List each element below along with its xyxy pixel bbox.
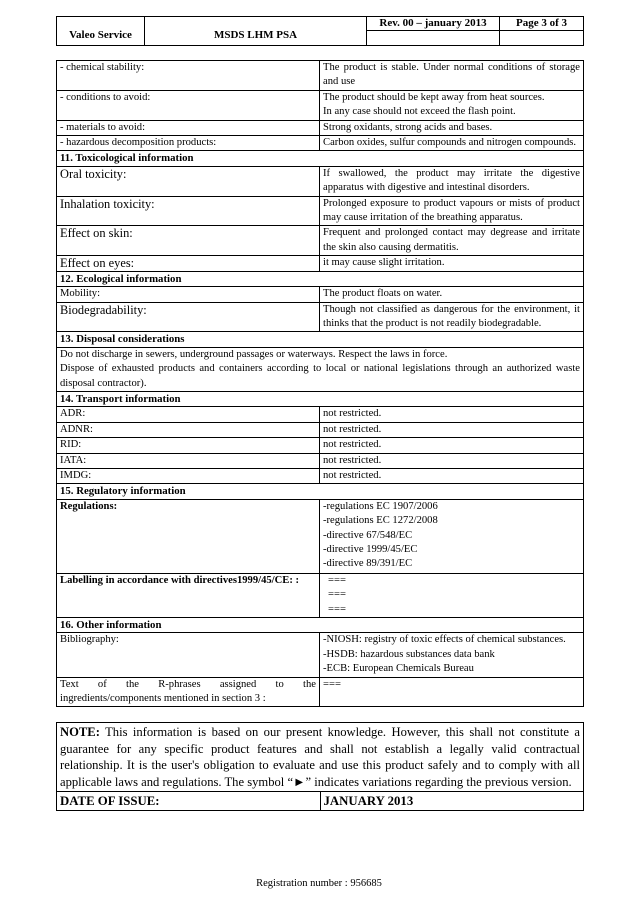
row-label: Text of the R-phrases assigned to the ingredients/components mentioned in section 3 : bbox=[57, 677, 320, 707]
table-row bbox=[57, 166, 584, 196]
table-row bbox=[57, 347, 584, 391]
regulation-item: -directive 67/548/EC bbox=[323, 529, 413, 541]
section-title: 13. Disposal considerations bbox=[57, 332, 584, 347]
table-row bbox=[57, 407, 584, 422]
regulation-item: -directive 89/391/EC bbox=[323, 558, 413, 570]
row-value: If swallowed, the product may irritate the digestive apparatus with digestive and intestinal disorders. bbox=[320, 166, 584, 196]
labelling-item: === bbox=[328, 603, 346, 615]
row-value bbox=[320, 573, 584, 617]
bibliography-item: -ECB: European Chemicals Bureau bbox=[323, 663, 474, 675]
labelling-item: === bbox=[328, 589, 346, 601]
table-row bbox=[57, 136, 584, 151]
row-value: not restricted. bbox=[320, 468, 584, 483]
row-label: Oral toxicity: bbox=[57, 166, 320, 196]
table-row bbox=[57, 438, 584, 453]
section-title: 12. Ecological information bbox=[57, 271, 584, 286]
row-label: Regulations: bbox=[57, 499, 320, 573]
revision-label: Rev. 00 – january 2013 bbox=[367, 17, 500, 31]
table-row bbox=[57, 90, 584, 120]
row-label: ADNR: bbox=[57, 422, 320, 437]
row-label: IMDG: bbox=[57, 468, 320, 483]
regulation-item: -regulations EC 1272/2008 bbox=[323, 515, 438, 527]
table-row bbox=[57, 677, 584, 707]
table-row bbox=[57, 633, 584, 677]
row-label: Biodegradability: bbox=[57, 302, 320, 332]
table-row bbox=[57, 256, 584, 271]
msds-table bbox=[56, 60, 584, 707]
row-label: Inhalation toxicity: bbox=[57, 196, 320, 226]
row-label: - chemical stability: bbox=[57, 61, 320, 91]
table-row bbox=[57, 573, 584, 617]
table-row bbox=[57, 120, 584, 135]
table-row bbox=[57, 302, 584, 332]
table-row bbox=[57, 422, 584, 437]
document-header bbox=[56, 16, 584, 46]
row-label: Bibliography: bbox=[57, 633, 320, 677]
row-value: it may cause slight irritation. bbox=[320, 256, 584, 271]
row-value: not restricted. bbox=[320, 422, 584, 437]
row-label: Effect on eyes: bbox=[57, 256, 320, 271]
issue-date: JANUARY 2013 bbox=[320, 792, 584, 811]
disposal-line: Dispose of exhausted products and containers according to local or national legislations through an authorized waste disposal contractor). bbox=[60, 363, 580, 389]
table-row bbox=[57, 226, 584, 256]
row-label: Effect on skin: bbox=[57, 226, 320, 256]
section-title: 15. Regulatory information bbox=[57, 484, 584, 499]
row-label: Labelling in accordance with directives1999/45/CE: : bbox=[57, 573, 320, 617]
bibliography-item: -HSDB: hazardous substances data bank bbox=[323, 648, 495, 660]
row-value bbox=[320, 633, 584, 677]
disposal-text bbox=[57, 347, 584, 391]
row-value: Prolonged exposure to product vapours or mists of product may cause irritation of the breathing apparatus. bbox=[320, 196, 584, 226]
row-value: The product floats on water. bbox=[320, 287, 584, 302]
table-row bbox=[57, 453, 584, 468]
row-value: not restricted. bbox=[320, 453, 584, 468]
page-number: Page 3 of 3 bbox=[500, 17, 583, 31]
row-value bbox=[320, 499, 584, 573]
note-label: NOTE: bbox=[60, 725, 100, 739]
section-title: 16. Other information bbox=[57, 618, 584, 633]
row-value: Frequent and prolonged contact may degrease and irritate the skin also causing dermatitis. bbox=[320, 226, 584, 256]
header-blank-cell bbox=[367, 31, 500, 45]
row-value: not restricted. bbox=[320, 438, 584, 453]
row-label: ADR: bbox=[57, 407, 320, 422]
row-label: - materials to avoid: bbox=[57, 120, 320, 135]
table-row bbox=[57, 196, 584, 226]
row-value: The product is stable. Under normal conditions of storage and use bbox=[320, 61, 584, 91]
company-name: Valeo Service bbox=[57, 17, 145, 45]
row-value: Strong oxidants, strong acids and bases. bbox=[320, 120, 584, 135]
row-value bbox=[320, 90, 584, 120]
regulation-item: -regulations EC 1907/2006 bbox=[323, 500, 438, 512]
issue-label: DATE OF ISSUE: bbox=[57, 792, 321, 811]
labelling-item: === bbox=[328, 574, 346, 586]
note-body: This information is based on our present knowledge. However, this shall not constitute a guarantee for any specific product features and shall not establish a legally valid contractual relationship. It is the user's obligation to evaluate and use this product safely and to comply with all applicable laws and regulations. The symbol “►” indicates variations regarding the previous version. bbox=[60, 725, 580, 789]
table-row bbox=[57, 287, 584, 302]
row-label: - conditions to avoid: bbox=[57, 90, 320, 120]
table-row bbox=[57, 723, 584, 792]
table-row bbox=[57, 61, 584, 91]
row-value: Carbon oxides, sulfur compounds and nitrogen compounds. bbox=[320, 136, 584, 151]
disposal-line: Do not discharge in sewers, underground passages or waterways. Respect the laws in force. bbox=[60, 348, 448, 360]
row-value: not restricted. bbox=[320, 407, 584, 422]
table-row bbox=[57, 468, 584, 483]
table-row bbox=[57, 792, 584, 811]
notes-table bbox=[56, 722, 584, 811]
registration-number: Registration number : 956685 bbox=[256, 878, 382, 889]
section-title: 11. Toxicological information bbox=[57, 151, 584, 166]
row-label: RID: bbox=[57, 438, 320, 453]
document-title: MSDS LHM PSA bbox=[145, 17, 367, 45]
section-title: 14. Transport information bbox=[57, 391, 584, 406]
regulation-item: -directive 1999/45/EC bbox=[323, 544, 418, 555]
row-value: Though not classified as dangerous for the environment, it thinks that the product is not readily biodegradable. bbox=[320, 302, 584, 332]
row-label: Mobility: bbox=[57, 287, 320, 302]
value-line: In any case should not exceed the flash point. bbox=[323, 106, 516, 118]
row-label: - hazardous decomposition products: bbox=[57, 136, 320, 151]
row-label: IATA: bbox=[57, 453, 320, 468]
table-row bbox=[57, 499, 584, 573]
row-value: === bbox=[320, 677, 584, 707]
note-text bbox=[57, 723, 584, 792]
bibliography-item: -NIOSH: registry of toxic effects of chemical substances. bbox=[323, 634, 566, 646]
value-line: The product should be kept away from heat sources. bbox=[323, 91, 545, 103]
